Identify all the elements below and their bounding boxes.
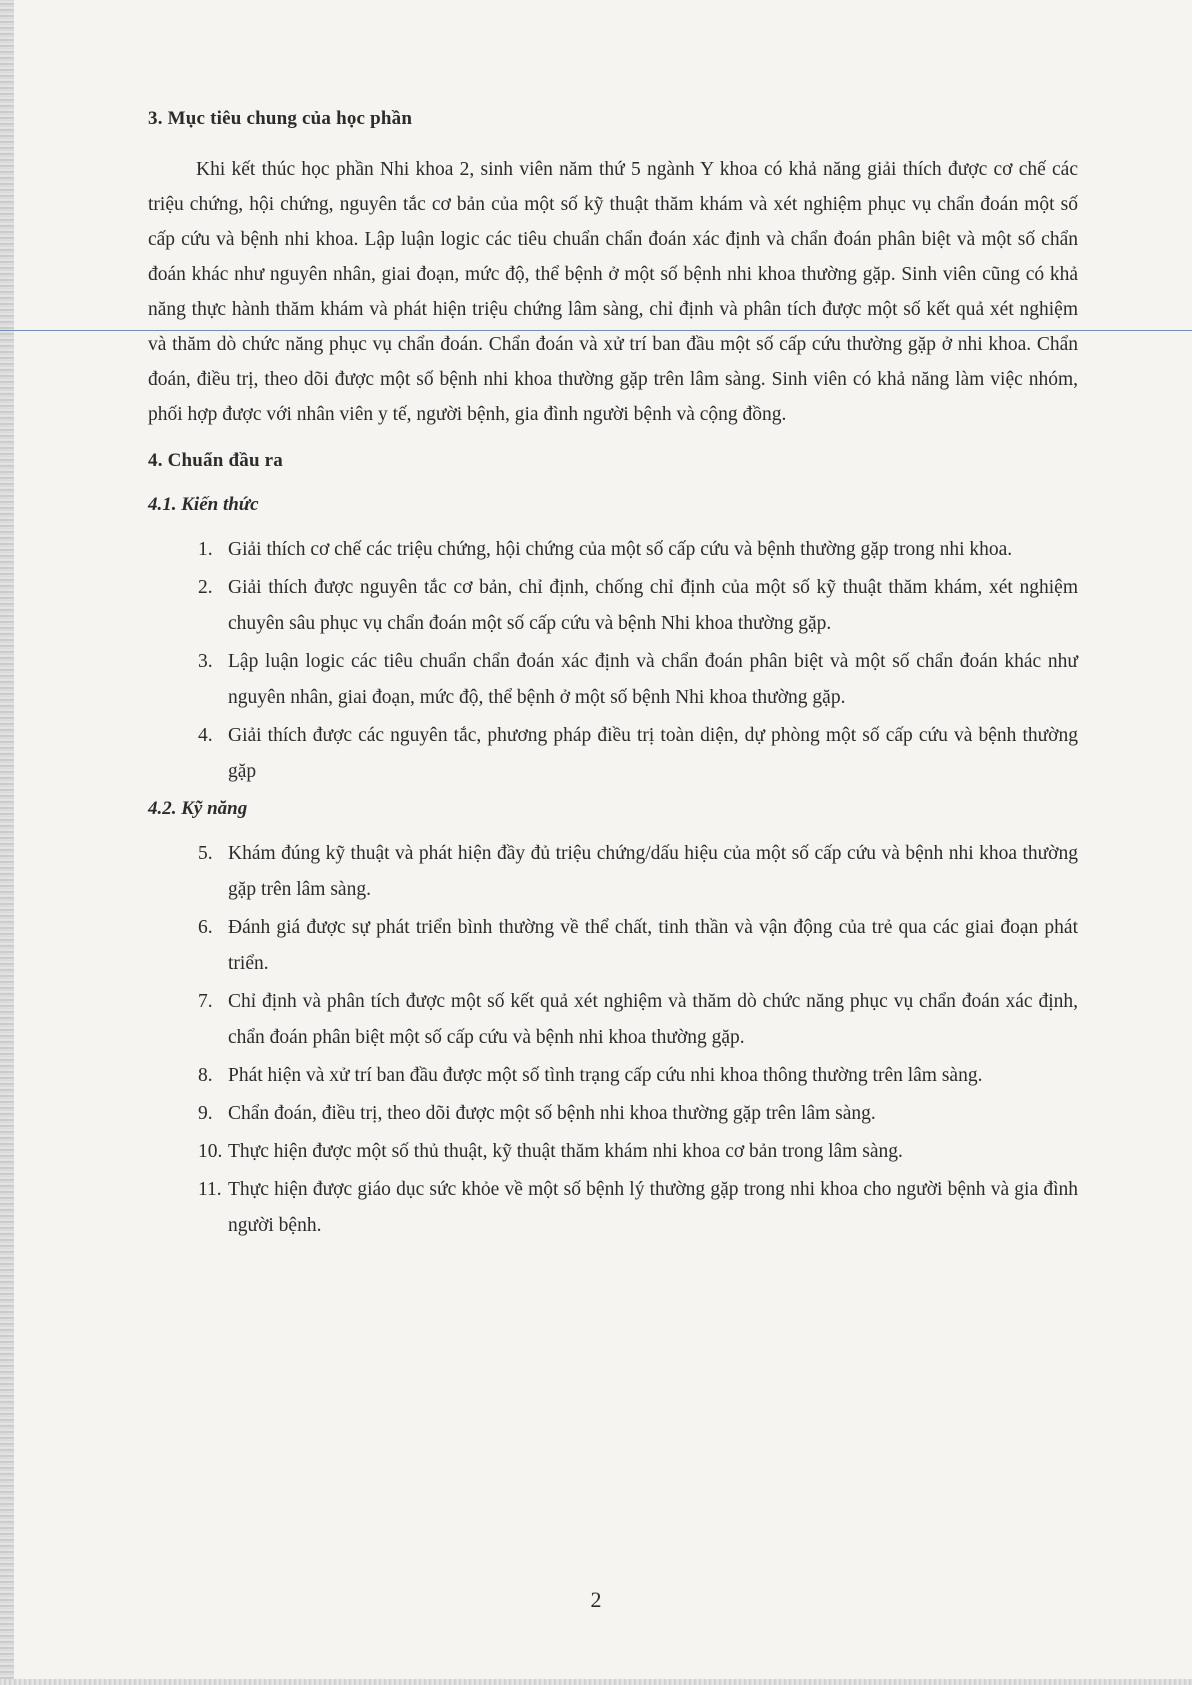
item-text: Thực hiện được giáo dục sức khỏe về một số bệnh lý thường gặp trong nhi khoa cho người bệnh và gia đình người bệnh. [228, 1179, 1078, 1236]
item-number: 4. [198, 725, 213, 746]
list-item [148, 532, 1078, 568]
section-4-heading: 4. Chuẩn đầu ra [148, 450, 283, 471]
item-text: Thực hiện được một số thủ thuật, kỹ thuật thăm khám nhi khoa cơ bản trong lâm sàng. [228, 1141, 903, 1162]
skills-heading: 4.2. Kỹ năng [148, 798, 248, 819]
page-content [148, 108, 1078, 1252]
item-text: Lập luận logic các tiêu chuẩn chẩn đoán xác định và chẩn đoán phân biệt và một số chẩn đoán khác như nguyên nhân, giai đoạn, mức độ, thể bệnh ở một số bệnh Nhi khoa thường gặp. [228, 651, 1078, 708]
scan-bottom-edge [0, 1679, 1192, 1685]
item-number: 2. [198, 577, 213, 598]
list-item [148, 1172, 1078, 1244]
section-3-paragraph: Khi kết thúc học phần Nhi khoa 2, sinh viên năm thứ 5 ngành Y khoa có khả năng giải thích được cơ chế các triệu chứng, hội chứng, nguyên tắc cơ bản của một số kỹ thuật thăm khám và xét nghiệm phục vụ chẩn đoán một số cấp cứu và bệnh nhi khoa. Lập luận logic các tiêu chuẩn chẩn đoán xác định và chẩn đoán phân biệt và một số chẩn đoán khác như nguyên nhân, giai đoạn, mức độ, thể bệnh ở một số bệnh nhi khoa thường gặp. Sinh viên cũng có khả năng thực hành thăm khám và phát hiện triệu chứng lâm sàng, chỉ định và phân tích được một số kết quả xét nghiệm và thăm dò chức năng phục vụ chẩn đoán. Chẩn đoán và xử trí ban đầu một số cấp cứu thường gặp ở nhi khoa. Chẩn đoán, điều trị, theo dõi được một số bệnh nhi khoa thường gặp trên lâm sàng. Sinh viên có khả năng làm việc nhóm, phối hợp được với nhân viên y tế, người bệnh, gia đình người bệnh và cộng đồng. [148, 159, 1078, 425]
item-number: 10. [198, 1141, 223, 1162]
item-text: Khám đúng kỹ thuật và phát hiện đầy đủ triệu chứng/dấu hiệu của một số cấp cứu và bệnh nhi khoa thường gặp trên lâm sàng. [228, 843, 1078, 900]
list-item [148, 1096, 1078, 1132]
list-item [148, 570, 1078, 642]
section-3-heading: 3. Mục tiêu chung của học phần [148, 108, 413, 129]
item-text: Phát hiện và xử trí ban đầu được một số tình trạng cấp cứu nhi khoa thông thường trên lâm sàng. [228, 1065, 983, 1086]
item-text: Chẩn đoán, điều trị, theo dõi được một số bệnh nhi khoa thường gặp trên lâm sàng. [228, 1103, 876, 1124]
item-number: 11. [198, 1179, 222, 1200]
skills-list [148, 836, 1078, 1244]
item-number: 3. [198, 651, 213, 672]
item-text: Giải thích được các nguyên tắc, phương pháp điều trị toàn diện, dự phòng một số cấp cứu và bệnh thường gặp [228, 725, 1078, 782]
list-item [148, 836, 1078, 908]
knowledge-list [148, 532, 1078, 790]
item-number: 5. [198, 843, 213, 864]
item-text: Chỉ định và phân tích được một số kết quả xét nghiệm và thăm dò chức năng phục vụ chẩn đoán xác định, chẩn đoán phân biệt một số cấp cứu và bệnh nhi khoa thường gặp. [228, 991, 1078, 1048]
list-item [148, 1058, 1078, 1094]
item-number: 9. [198, 1103, 213, 1124]
knowledge-heading: 4.1. Kiến thức [148, 494, 259, 515]
list-item [148, 644, 1078, 716]
list-item [148, 910, 1078, 982]
page-number: 2 [590, 1587, 602, 1612]
item-text: Đánh giá được sự phát triển bình thường về thể chất, tinh thần và vận động của trẻ qua các giai đoạn phát triển. [228, 917, 1078, 974]
list-item [148, 1134, 1078, 1170]
item-number: 1. [198, 539, 213, 560]
scan-edge [0, 0, 14, 1685]
item-number: 6. [198, 917, 213, 938]
item-number: 7. [198, 991, 213, 1012]
item-text: Giải thích được nguyên tắc cơ bản, chỉ định, chống chỉ định của một số kỹ thuật thăm khám, xét nghiệm chuyên sâu phục vụ chẩn đoán một số cấp cứu và bệnh Nhi khoa thường gặp. [228, 577, 1078, 634]
list-item [148, 718, 1078, 790]
list-item [148, 984, 1078, 1056]
item-number: 8. [198, 1065, 213, 1086]
item-text: Giải thích cơ chế các triệu chứng, hội chứng của một số cấp cứu và bệnh thường gặp trong nhi khoa. [228, 539, 1013, 560]
